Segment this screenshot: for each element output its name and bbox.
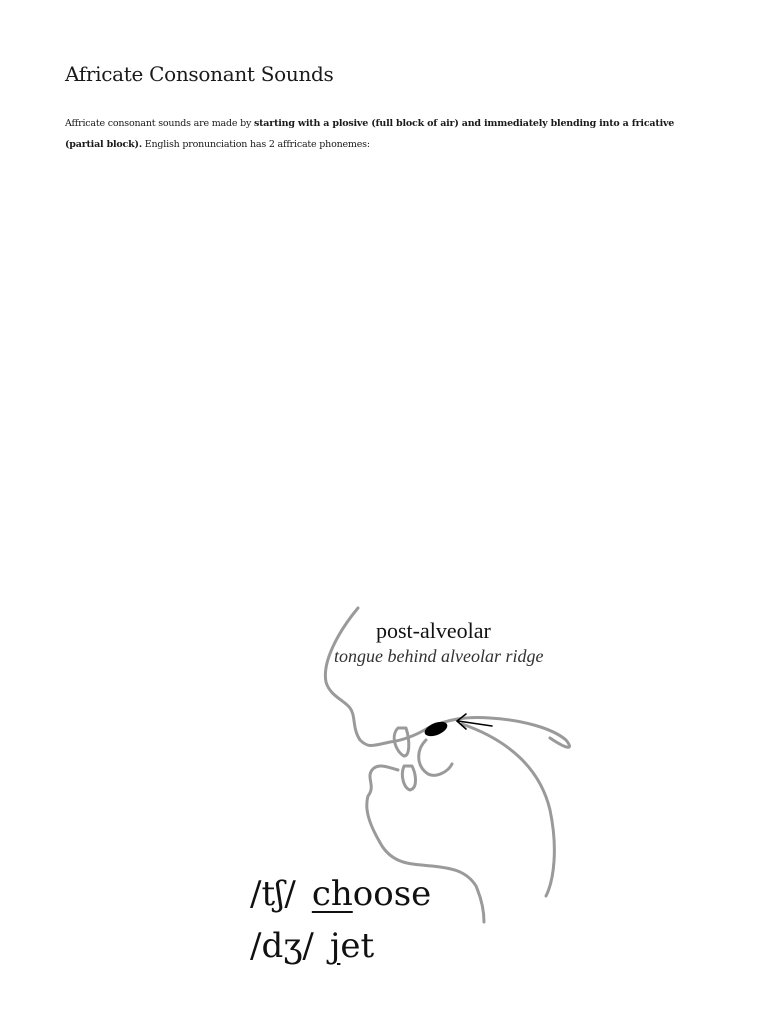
example-word-highlight: ch [311,874,353,914]
lower-tooth-outline [402,766,415,790]
example-word-rest: et [340,926,375,966]
example-word-rest: oose [352,874,432,914]
place-of-articulation-subtitle: tongue behind alveolar ridge [334,646,544,666]
phoneme-row [250,874,431,914]
intro-paragraph [65,113,705,155]
pharynx-outline [462,724,554,896]
phoneme-row [250,926,374,966]
example-word-highlight: j [329,926,341,966]
intro-tail: English pronunciation has 2 affricate phonemes: [141,139,370,150]
intro-lead: Affricate consonant sounds are made by [65,118,254,129]
example-word [330,926,374,966]
place-of-articulation-title: post-alveolar [376,618,491,643]
tongue-outline [419,740,452,775]
phoneme-symbol: /tʃ/ [250,874,296,914]
phoneme-symbol: /dʒ/ [250,926,314,966]
example-word [312,874,431,914]
post-alveolar-diagram [240,600,600,990]
intro-bold: starting with a plosive (full block of air) and immediately blending into a fricative (partial block). [65,118,675,150]
page-heading: Africate Consonant Sounds [65,62,334,86]
